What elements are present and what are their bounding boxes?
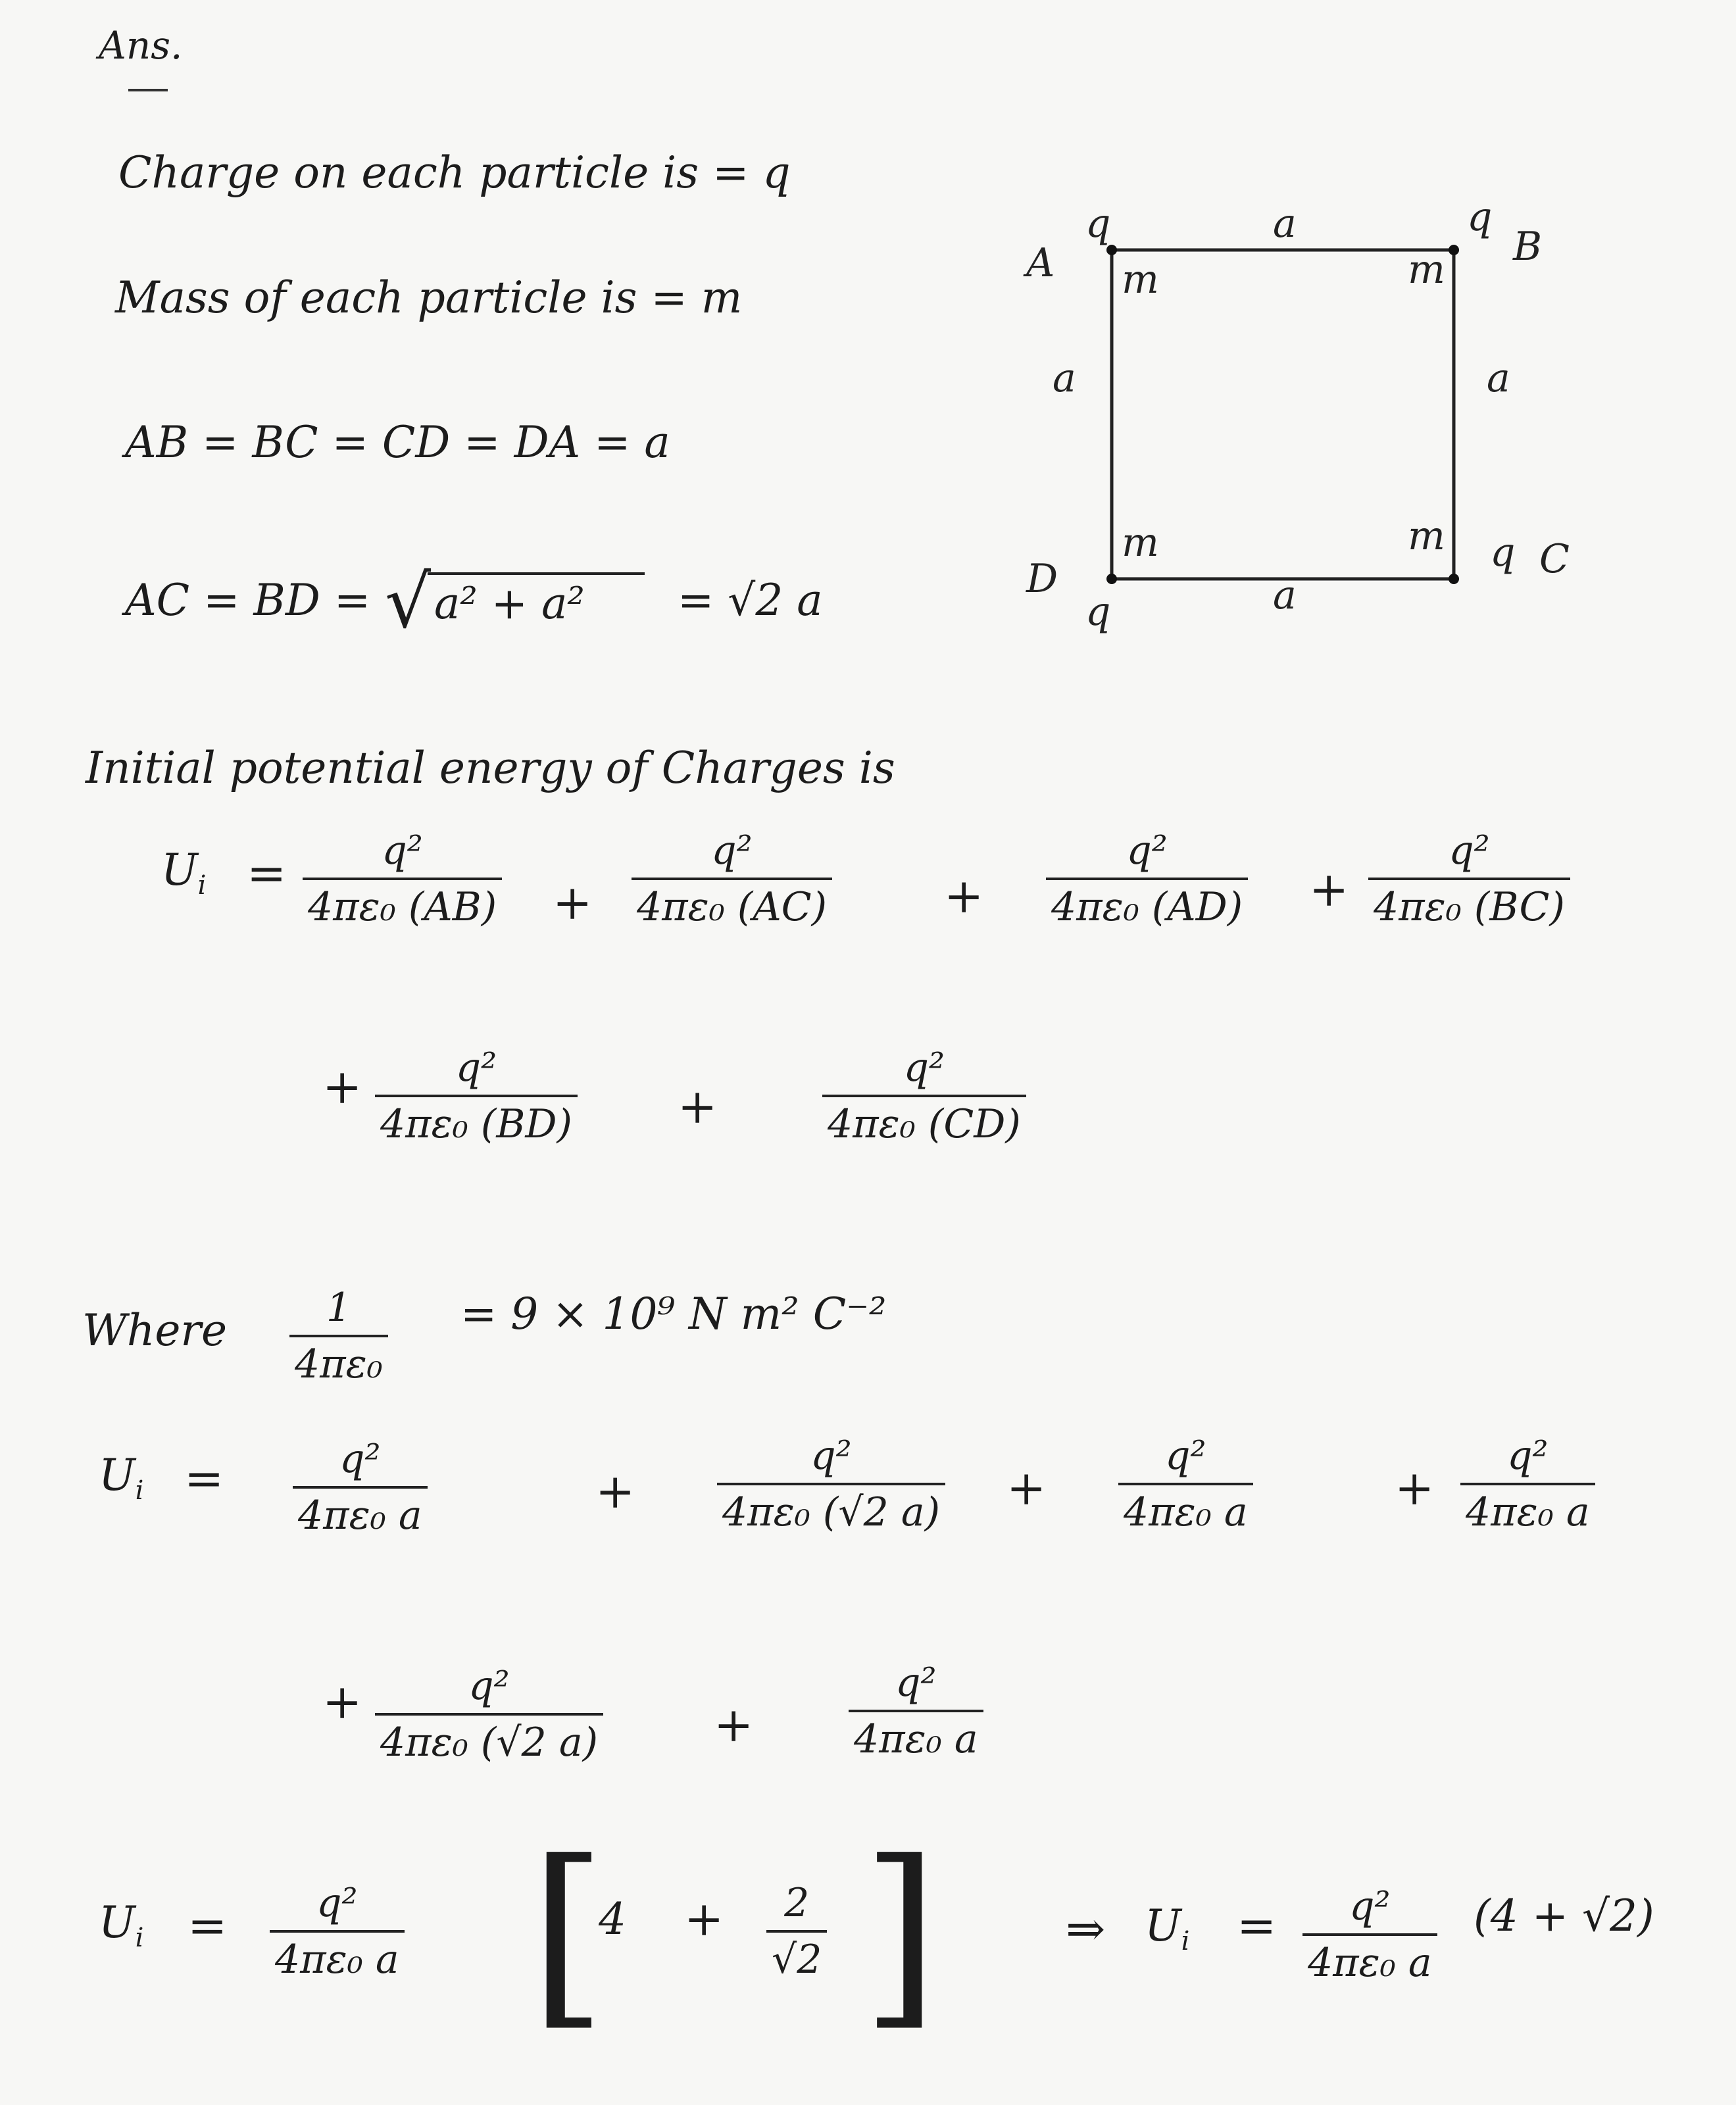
side-label-left: a (1053, 355, 1076, 401)
corner-label-c: C (1539, 536, 1570, 582)
eq1-term-ac: $\frac{\text{q²}}{\text{4πε₀ (AC)}}$ (632, 829, 832, 929)
eq2-term-2: $\frac{\text{q²}}{\text{4πε₀ (√2 a)}}$ (717, 1434, 945, 1534)
eq2-term-4: $\frac{\text{q²}}{\text{4πε₀ a}}$ (1460, 1434, 1595, 1534)
eq2-plus-2: + (1006, 1460, 1047, 1516)
eq1-plus-3: + (1309, 862, 1349, 917)
corner-label-d: D (1026, 556, 1058, 602)
result-factor: (4 + √2) (1474, 1891, 1654, 1941)
result-lhs: $U_i$ (1145, 1900, 1190, 1957)
where-constant-fraction: $\frac{1}{\text{4πε₀}}$ (289, 1286, 388, 1386)
diagonal-result: = √2 a (678, 575, 823, 626)
charge-label-c: q (1490, 530, 1516, 576)
result-equals: = (1237, 1898, 1277, 1953)
corner-dot-b (1449, 245, 1459, 255)
mass-label-b: m (1408, 247, 1445, 293)
eq2-plus-3: + (1395, 1460, 1435, 1516)
mass-label-a: m (1122, 257, 1159, 303)
square-outline (1112, 250, 1454, 579)
square-diagram (987, 197, 1579, 645)
eq1-term-ad: $\frac{\text{q²}}{\text{4πε₀ (AD)}}$ (1046, 829, 1248, 929)
bracket-fraction: $\frac{2}{√2}$ (766, 1881, 827, 1981)
result-fraction: $\frac{\text{q²}}{\text{4πε₀ a}}$ (1302, 1885, 1437, 1985)
charge-label-a: q (1085, 201, 1111, 247)
charge-label-b: q (1467, 197, 1493, 240)
mass-statement: Mass of each particle is = m (115, 272, 743, 323)
eq2-plus-5: + (714, 1697, 754, 1752)
eq2-equals: = (184, 1450, 224, 1506)
left-bracket: [ (530, 1819, 607, 2048)
implies-arrow: ⇒ (1066, 1901, 1106, 1956)
heading-underline (128, 89, 168, 91)
where-constant-value: = 9 × 10⁹ N m² C⁻² (460, 1289, 887, 1339)
right-bracket: ] (862, 1819, 939, 2048)
side-label-top: a (1273, 201, 1297, 247)
mass-label-d: m (1122, 520, 1159, 566)
sides-statement: AB = BC = CD = DA = a (125, 417, 670, 468)
mass-label-c: m (1408, 513, 1445, 559)
eq1-term-bd: $\frac{\text{q²}}{\text{4πε₀ (BD)}}$ (375, 1046, 578, 1146)
eq2-term-1: $\frac{\text{q²}}{\text{4πε₀ a}}$ (293, 1437, 428, 1537)
corner-label-b: B (1513, 224, 1543, 270)
corner-label-a: A (1026, 240, 1055, 286)
eq1-plus-4: + (322, 1059, 362, 1114)
eq2-term-3: $\frac{\text{q²}}{\text{4πε₀ a}}$ (1118, 1434, 1253, 1534)
eq1-term-cd: $\frac{\text{q²}}{\text{4πε₀ (CD)}}$ (822, 1046, 1026, 1146)
eq1-plus-2: + (944, 868, 984, 924)
eq3-lhs: $U_i$ (99, 1897, 144, 1954)
charge-statement: Charge on each particle is = q (118, 147, 791, 198)
sqrt-bar (428, 572, 645, 575)
eq2-plus-1: + (595, 1464, 635, 1519)
eq1-plus-5: + (678, 1079, 718, 1134)
bracket-four: 4 (599, 1894, 626, 1944)
side-label-right: a (1487, 355, 1510, 401)
eq2-term-6: $\frac{\text{q²}}{\text{4πε₀ a}}$ (849, 1661, 983, 1761)
diagonal-lhs: AC = BD = (125, 575, 371, 626)
answer-heading: Ans. (99, 23, 183, 68)
eq2-term-5: $\frac{\text{q²}}{\text{4πε₀ (√2 a)}}$ (375, 1664, 603, 1764)
sqrt-sign: √ (385, 560, 432, 644)
diagonal-radicand: a² + a² (434, 578, 585, 629)
where-label: Where (82, 1305, 228, 1356)
corner-dot-c (1449, 574, 1459, 584)
eq1-term-bc: $\frac{\text{q²}}{\text{4πε₀ (BC)}}$ (1368, 829, 1570, 929)
eq1-term-ab: $\frac{\text{q²}}{\text{4πε₀ (AB)}}$ (303, 829, 502, 929)
eq2-lhs: $U_i$ (99, 1450, 144, 1506)
eq2-plus-4: + (322, 1674, 362, 1729)
eq1-equals: = (247, 845, 287, 901)
eq3-prefactor: $\frac{\text{q²}}{\text{4πε₀ a}}$ (270, 1881, 405, 1981)
eq1-plus-1: + (553, 875, 593, 930)
eq3-equals: = (187, 1898, 228, 1953)
charge-label-d: q (1085, 589, 1111, 635)
eq1-lhs: $U_i$ (161, 845, 207, 901)
section-title: Initial potential energy of Charges is (86, 743, 895, 793)
side-label-bottom: a (1273, 572, 1297, 618)
corner-dot-d (1106, 574, 1117, 584)
bracket-plus: + (684, 1891, 724, 1946)
